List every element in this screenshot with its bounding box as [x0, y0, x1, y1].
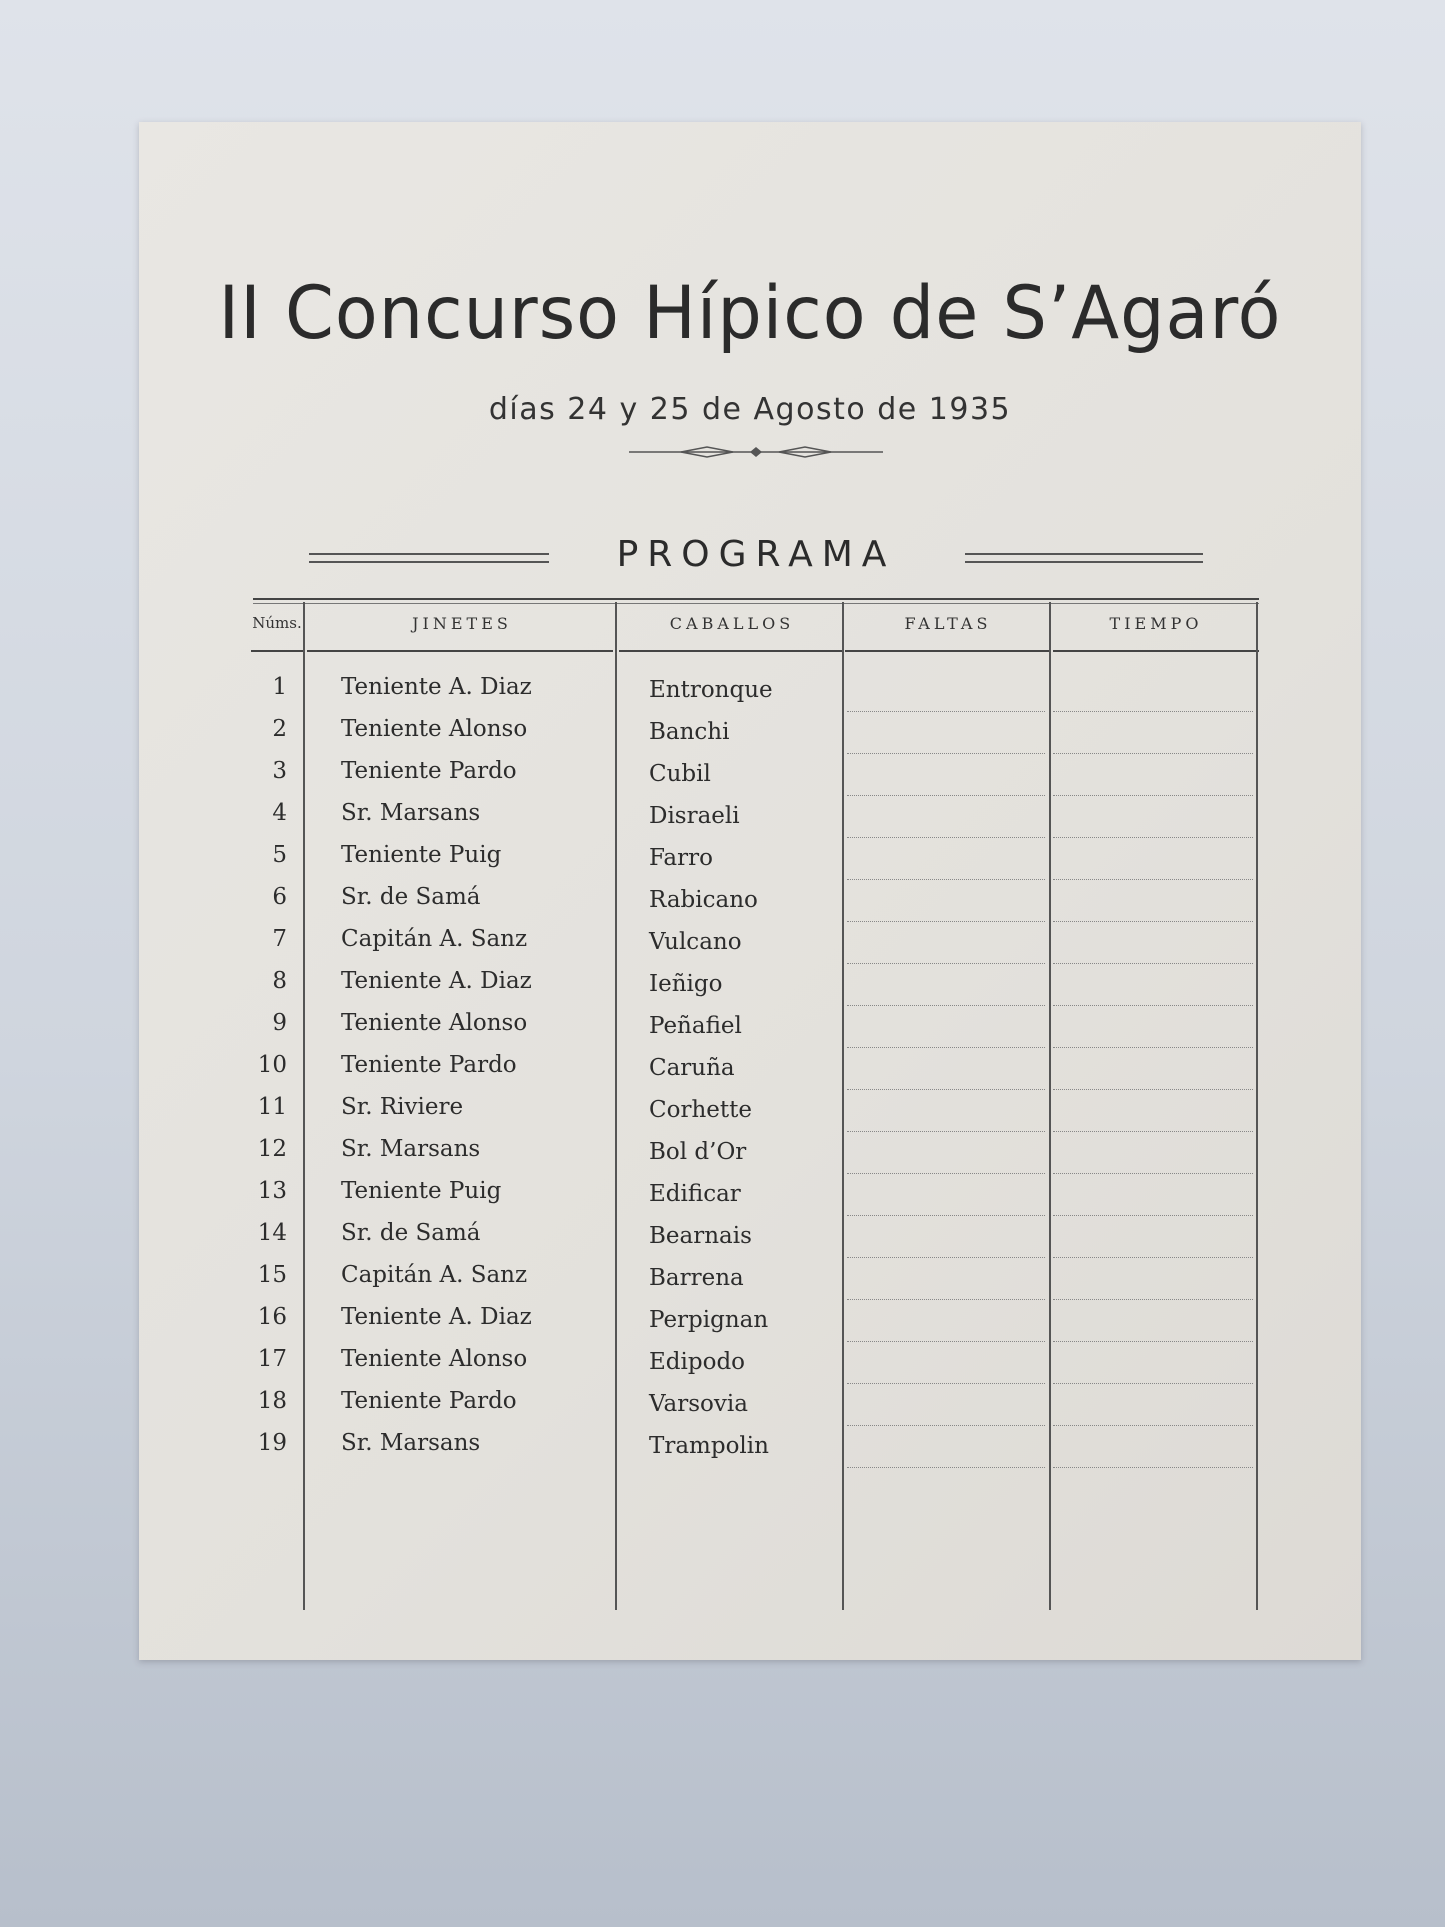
tiempo-entry-line — [1053, 1257, 1253, 1258]
row-number: 17 — [257, 1346, 287, 1372]
faltas-entry-line — [847, 879, 1045, 880]
faltas-entry-line — [847, 1299, 1045, 1300]
faltas-entry-line — [847, 753, 1045, 754]
rider-name: Teniente Alonso — [341, 1010, 528, 1036]
row-number: 4 — [272, 800, 287, 826]
faltas-entry-line — [847, 1257, 1045, 1258]
faltas-entry-line — [847, 1089, 1045, 1090]
faltas-entry-line — [847, 711, 1045, 712]
faltas-entry-line — [847, 1047, 1045, 1048]
column-divider — [842, 602, 844, 1610]
column-header-tiempo: TIEMPO — [1109, 614, 1203, 633]
section-rule-right — [965, 553, 1203, 563]
row-number: 1 — [272, 674, 287, 700]
column-header-caballos: CABALLOS — [669, 614, 795, 633]
rider-name: Sr. de Samá — [341, 884, 481, 910]
rider-name: Teniente Alonso — [341, 716, 528, 742]
column-divider — [303, 602, 305, 1610]
tiempo-entry-line — [1053, 837, 1253, 838]
rider-name: Sr. Marsans — [341, 800, 481, 826]
header-underline — [251, 650, 303, 652]
horse-name: Corhette — [649, 1097, 752, 1123]
header-underline — [307, 650, 613, 652]
header-underline — [619, 650, 843, 652]
column-header-nums: Núms. — [252, 614, 302, 632]
row-number: 8 — [272, 968, 287, 994]
tiempo-entry-line — [1053, 963, 1253, 964]
tiempo-entry-line — [1053, 1467, 1253, 1468]
section-title: PROGRAMA — [616, 534, 896, 575]
row-number: 2 — [272, 716, 287, 742]
horse-name: Disraeli — [649, 803, 740, 829]
faltas-entry-line — [847, 1215, 1045, 1216]
rider-name: Teniente Pardo — [341, 1388, 517, 1414]
horse-name: Edipodo — [649, 1349, 746, 1375]
row-number: 9 — [272, 1010, 287, 1036]
row-number: 12 — [257, 1136, 287, 1162]
column-divider — [1049, 602, 1051, 1610]
section-header — [309, 534, 1203, 584]
faltas-entry-line — [847, 1383, 1045, 1384]
faltas-entry-line — [847, 1341, 1045, 1342]
program-sheet — [139, 122, 1361, 1660]
rider-name: Teniente Puig — [341, 1178, 502, 1204]
tiempo-entry-line — [1053, 1383, 1253, 1384]
tiempo-entry-line — [1053, 1341, 1253, 1342]
row-number: 3 — [272, 758, 287, 784]
horse-name: Barrena — [649, 1265, 744, 1291]
tiempo-entry-line — [1053, 879, 1253, 880]
horse-name: Farro — [649, 845, 713, 871]
faltas-entry-line — [847, 963, 1045, 964]
tiempo-entry-line — [1053, 753, 1253, 754]
header-underline — [1053, 650, 1259, 652]
faltas-entry-line — [847, 1131, 1045, 1132]
row-number: 6 — [272, 884, 287, 910]
rider-name: Capitán A. Sanz — [341, 1262, 528, 1288]
horse-name: Vulcano — [649, 929, 742, 955]
rider-name: Teniente A. Diaz — [341, 674, 532, 700]
rider-name: Sr. de Samá — [341, 1220, 481, 1246]
row-number: 5 — [272, 842, 287, 868]
rider-name: Teniente Alonso — [341, 1346, 528, 1372]
column-header-faltas: FALTAS — [904, 614, 992, 633]
rider-name: Teniente Puig — [341, 842, 502, 868]
faltas-entry-line — [847, 795, 1045, 796]
horse-name: Ieñigo — [649, 971, 723, 997]
header-underline — [845, 650, 1051, 652]
tiempo-entry-line — [1053, 921, 1253, 922]
horse-name: Trampolin — [649, 1433, 769, 1459]
tiempo-entry-line — [1053, 1299, 1253, 1300]
tiempo-entry-line — [1053, 1173, 1253, 1174]
rider-name: Sr. Marsans — [341, 1430, 481, 1456]
tiempo-entry-line — [1053, 1131, 1253, 1132]
table-top-rule — [253, 598, 1259, 604]
horse-name: Bol d’Or — [649, 1139, 747, 1165]
faltas-entry-line — [847, 921, 1045, 922]
event-dates: días 24 y 25 de Agosto de 1935 — [488, 392, 1012, 427]
faltas-entry-line — [847, 837, 1045, 838]
rider-name: Teniente A. Diaz — [341, 968, 532, 994]
tiempo-entry-line — [1053, 1425, 1253, 1426]
row-number: 10 — [257, 1052, 287, 1078]
tiempo-entry-line — [1053, 1047, 1253, 1048]
row-number: 16 — [257, 1304, 287, 1330]
rider-name: Teniente Pardo — [341, 1052, 517, 1078]
tiempo-entry-line — [1053, 711, 1253, 712]
row-number: 18 — [257, 1388, 287, 1414]
faltas-entry-line — [847, 1467, 1045, 1468]
faltas-entry-line — [847, 1005, 1045, 1006]
ornament-divider-icon — [629, 444, 883, 460]
horse-name: Perpignan — [649, 1307, 769, 1333]
horse-name: Cubil — [649, 761, 711, 787]
rider-name: Capitán A. Sanz — [341, 926, 528, 952]
horse-name: Caruña — [649, 1055, 735, 1081]
horse-name: Peñafiel — [649, 1013, 742, 1039]
row-number: 15 — [257, 1262, 287, 1288]
rider-name: Sr. Riviere — [341, 1094, 464, 1120]
horse-name: Entronque — [649, 677, 773, 703]
page-title: II Concurso Hípico de S’Agaró — [218, 269, 1282, 357]
horse-name: Edificar — [649, 1181, 741, 1207]
row-number: 13 — [257, 1178, 287, 1204]
rider-name: Sr. Marsans — [341, 1136, 481, 1162]
horse-name: Varsovia — [649, 1391, 748, 1417]
tiempo-entry-line — [1053, 1089, 1253, 1090]
column-header-jinetes: JINETES — [412, 614, 512, 633]
horse-name: Banchi — [649, 719, 730, 745]
rider-name: Teniente A. Diaz — [341, 1304, 532, 1330]
faltas-entry-line — [847, 1173, 1045, 1174]
horse-name: Bearnais — [649, 1223, 752, 1249]
tiempo-entry-line — [1053, 1215, 1253, 1216]
horse-name: Rabicano — [649, 887, 758, 913]
column-divider — [615, 602, 617, 1610]
row-number: 14 — [257, 1220, 287, 1246]
tiempo-entry-line — [1053, 1005, 1253, 1006]
faltas-entry-line — [847, 1425, 1045, 1426]
row-number: 19 — [257, 1430, 287, 1456]
row-number: 11 — [257, 1094, 287, 1120]
column-divider — [1256, 602, 1258, 1610]
row-number: 7 — [272, 926, 287, 952]
tiempo-entry-line — [1053, 795, 1253, 796]
rider-name: Teniente Pardo — [341, 758, 517, 784]
